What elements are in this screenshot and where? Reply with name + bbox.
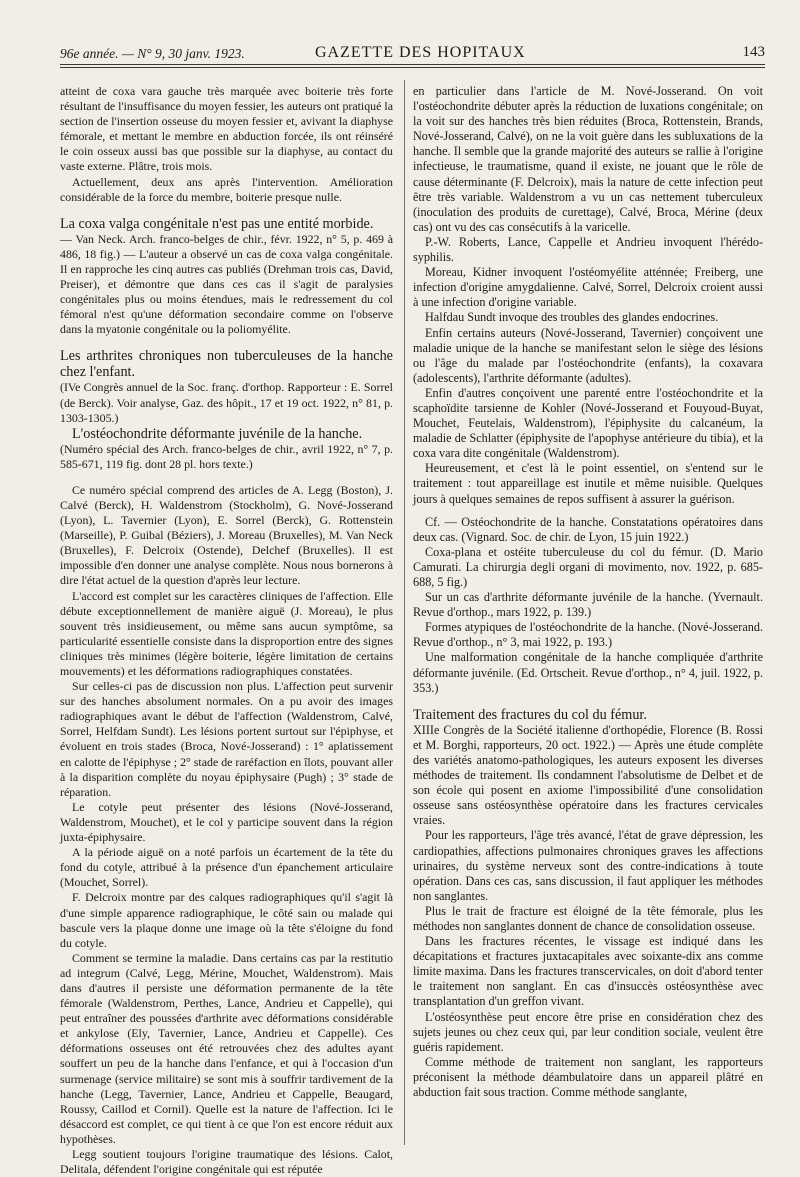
paragraph: Plus le trait de fracture est éloigné de la tête fémorale, plus les méthodes non sanglantes donnent de chance de consolidation osseuse. — [413, 903, 763, 933]
paragraph: Enfin certains auteurs (Nové-Josserand, Tavernier) conçoivent une maladie unique de la hanche se manifestant selon le siège des lésions ou l'âge du malade par l'ostéochondrite (enfants), la coxavara (adolescents), l'arthrite déformante (adultes). — [413, 325, 763, 385]
paragraph: en particulier dans l'article de M. Nové-Josserand. On voit l'ostéochondrite débuter après la réduction de luxations congénitale; on la voit sur des hanches très bien réduites (Broca, Rottenstein, Brands, Nové-Josserand, Calvé), on ne la voit guère dans les subluxations de la hanche. Il semble que la grande majorité des auteurs se rallie à l'origine infectieuse, le traumatisme, quand il existe, ne jouant que le rôle de cause déterminante (F. Delcroix), mais la nature de cette infection peut être très variable. Waldenstrom a vu un cas nettement tuberculeux (inoculation des produits de curettage), Calvé, Broca, Mérine (deux cas) ont vu des cas consécutifs à la varicelle. — [413, 84, 763, 234]
paragraph: P.-W. Roberts, Lance, Cappelle et Andrieu invoquent l'hérédo-syphilis. — [413, 234, 763, 265]
paragraph: atteint de coxa vara gauche très marquée avec boiterie très forte résultant de l'insuffisance du moyen fessier, les auteurs ont pratiqué la section de l'insertion osseuse du moyen fessier et, avivant la diaphyse fémorale, et mettant le membre en abduction forcée, ils ont réinséré le coin osseux aussi bas que possible sur la diaphyse, au contact du vaste externe. Plâtre, trois mois. — [60, 84, 393, 174]
paragraph: A la période aiguë on a noté parfois un écartement de la tête du fond du cotyle, attribué à la présence d'un épanchement articulaire (Mouchet, Sorrel). — [60, 845, 393, 890]
paragraph: Actuellement, deux ans après l'intervention. Amélioration considérable de la force du membre, boiterie presque nulle. — [60, 174, 393, 204]
paragraph: L'accord est complet sur les caractères cliniques de l'affection. Elle débute exceptionnellement de manière aiguë (J. Moreau), le plus souvent très insidieusement, ou même sans aucun symptôme, sa particularité essentielle consiste dans la disproportion entre des signes cliniques très minimes (légère boiterie, légère limitation de certains mouvements) et les déformations radiographiques constatées. — [60, 588, 393, 678]
column-divider — [404, 80, 405, 1145]
paragraph: XIIIe Congrès de la Société italienne d'orthopédie, Florence (B. Rossi et M. Borghi, rapporteurs, 20 oct. 1922.) — Après une étude complète des variétés anatomo-pathologiques, les auteurs exposent les diverses méthodes de traitement. Ils condamnent l'absolutisme de Delbet et de son école qui posent en axiome l'impossibilité d'une consolidation osseuse sans ostéosynthèse opératoire dans les fractures cervicales vraies. — [413, 722, 763, 828]
paragraph: Dans les fractures récentes, le vissage est indiqué dans les décapitations et fractures juxtacapitales avec soixante-dix ans comme limite maxima. Dans les fractures transcervicales, on doit d'abord tenter le traitement non sanglant. En cas d'insuccès ostéosynthèse avec transplantation d'un greffon vivant. — [413, 934, 763, 1009]
left-column — [60, 84, 393, 1177]
section-heading: Les arthrites chroniques non tuberculeuses de la hanche chez l'enfant. — [60, 348, 393, 381]
paragraph: Coxa-plana et ostéite tuberculeuse du col du fémur. (D. Mario Camurati. La chirurgia degli organi di movimento, nov. 1922, p. 685-688, 5 fig.) — [413, 544, 763, 589]
paragraph: Sur un cas d'arthrite déformante juvénile de la hanche. (Yvernault. Revue d'orthop., mars 1922, p. 139.) — [413, 590, 763, 620]
paragraph: Heureusement, et c'est là le point essentiel, on s'entend sur le traitement : tout appareillage est inutile et même nuisible. Quelques jours à quelques semaines de repos suffisent à assurer la guérison. — [413, 461, 763, 506]
paragraph: Formes atypiques de l'ostéochondrite de la hanche. (Nové-Josserand. Revue d'orthop., n° 3, mai 1922, p. 193.) — [413, 620, 763, 650]
page-number: 143 — [742, 44, 765, 60]
right-column — [413, 84, 763, 1100]
paragraph: L'ostéosynthèse peut encore être prise en considération chez des sujets jeunes ou chez ceux qui, par leur condition sociale, veulent être guéris rapidement. — [413, 1009, 763, 1054]
paragraph: Ce numéro spécial comprend des articles de A. Legg (Boston), J. Calvé (Berck), H. Waldenstrom (Stockholm), G. Nové-Josserand (Lyon), L. Tavernier (Lyon), E. Sorrel (Berck), G. Rottenstein (Marseille), P. Guibal (Béziers), J. Moreau (Bruxelles), M. Van Neck (Bruxelles), F. Delcroix (Ostende), Delchef (Bruxelles). Il est impossible d'en donner une analyse complète. Nous nous bornerons à dire l'état actuel de la question d'après leur lecture. — [60, 482, 393, 588]
paragraph: Legg soutient toujours l'origine traumatique des lésions. Calot, Delitala, défendent l'origine congénitale qui est réputée — [60, 1147, 393, 1177]
header-rule-thick — [60, 64, 765, 65]
paragraph: Comment se termine la maladie. Dans certains cas par la restitutio ad integrum (Calvé, Legg, Mérine, Mouchet, Waldenstrom). Mais dans d'autres il persiste une déformation permanente de la tête fémorale (Waldenstrom, Perthes, Lance, Andrieu et Cappelle), qui peut entraîner des poussées d'arthrite avec déformations considérable et ankylose (Ely, Tavernier, Lance, Andrieu et Cappelle). Ces déformations osseuses ont été retrouvées chez des adultes ayant souffert un peu de la hanche dans l'enfance, et qui à l'occasion d'un surmenage (service militaire) se sont mis à souffrir tardivement de la hanche (Legg, Tavernier, Lance, Andrieu et Cappelle, Beaugard, Roussy, Caillod et Cornil). Quelle est la nature de l'affection. Ici le désaccord est complet, ce qui tient à ce que l'on est encore réduit aux hypothèses. — [60, 950, 393, 1146]
issue-info: 96e année. — N° 9, 30 janv. 1923. — [60, 46, 245, 61]
section-heading: La coxa valga congénitale n'est pas une entité morbide. — [60, 215, 374, 232]
paragraph: (IVe Congrès annuel de la Soc. franç. d'orthop. Rapporteur : E. Sorrel (de Berck). Voir analyse, Gaz. des hôpit., 17 et 19 oct. 1922, n° 81, p. 1303-1305.) — [60, 380, 393, 425]
page-header — [60, 42, 765, 64]
paragraph: Comme méthode de traitement non sanglant, les rapporteurs préconisent la méthode déambulatoire dans un appareil plâtré en abduction fait sous traction. Comme méthode sanglante, — [413, 1054, 763, 1099]
paragraph: (Numéro spécial des Arch. franco-belges de chir., avril 1922, n° 7, p. 585-671, 119 fig. dont 28 pl. hors texte.) — [60, 441, 393, 471]
paragraph: Moreau, Kidner invoquent l'ostéomyélite atténnée; Freiberg, une infection d'origine amygdalienne. Calvé, Sorrel, Delcroix croient aussi à une infection d'origine variable. — [413, 265, 763, 310]
paragraph: Sur celles-ci pas de discussion non plus. L'affection peut survenir sur des hanches absolument normales. On a pu avoir des images radiographiques avant le début de l'affection (Waldenstrom, Calvé, Sorrel, Helfdam Sundt). Les lésions portent surtout sur l'épiphyse, et évoluent en trois stades (Broca, Nové-Josserand) : 1° aplatissement en calotte de l'épiphyse ; 2° stade de raréfaction en îlots, pouvant aller à la disparition complète du noyau épiphysaire (Pugh) ; 3° stade de réparation. — [60, 679, 393, 799]
journal-title: GAZETTE DES HOPITAUX — [315, 44, 526, 61]
paragraph: Cf. — Ostéochondrite de la hanche. Constatations opératoires dans deux cas. (Vignard. Soc. de chir. de Lyon, 15 juin 1922.) — [413, 514, 763, 544]
paragraph: Pour les rapporteurs, l'âge très avancé, l'état de grave dépression, les cardiopathies, affections pulmonaires chroniques graves les affections urinaires, du système nerveux sont des contre-indications à toute opération. Dans ces cas, sans discussion, il faut appliquer les méthodes non sanglantes. — [413, 828, 763, 903]
header-rule-thin — [60, 67, 765, 68]
paragraph: Enfin d'autres conçoivent une parenté entre l'ostéochondrite et la scaphoïdite tarsienne de Kohler (Nové-Josserand et Fouyoud-Buyat, Mouchet, Feutelais, Waldenstrom), l'épiphysite du calcanéum, la maladie de Schlatter (épiphysite de l'apophyse antérieure du tibia), et la coxa vara dite congénitale (Waldenstrom). — [413, 385, 763, 461]
section-heading: L'ostéochondrite déformante juvénile de la hanche. — [72, 425, 363, 442]
paragraph: — Van Neck. Arch. franco-belges de chir., févr. 1922, n° 5, p. 469 à 486, 18 fig.) — L'auteur a observé un cas de coxa valga congénitale. Il en rapproche les cinq autres cas publiés (Drehman trois cas, David, Preiser), et démontre que dans ces cas il s'agit de paralysies congénitales plus ou moins étendues, mais le redressement du col fémoral n'est qu'une déformation secondaire comme on l'observe dans la myatonie congénitale ou la poliomyélite. — [60, 231, 393, 337]
paragraph: F. Delcroix montre par des calques radiographiques qu'il s'agit là d'une simple apparence radiographique, le côté sain ou malade qui bascule vers la plaque donne une image où la tête s'éloigne du fond du cotyle. — [60, 890, 393, 950]
section-heading: Traitement des fractures du col du fémur. — [413, 706, 647, 723]
paragraph: Une malformation congénitale de la hanche compliquée d'arthrite déformante juvénile. (Ed. Ortscheit. Revue d'orthop., n° 4, juil. 1922, p. 353.) — [413, 650, 763, 695]
paragraph: Le cotyle peut présenter des lésions (Nové-Josserand, Waldenstrom, Mouchet), et le col y participe souvent dans la région juxta-épiphysaire. — [60, 799, 393, 845]
paragraph: Halfdau Sundt invoque des troubles des glandes endocrines. — [425, 310, 719, 325]
